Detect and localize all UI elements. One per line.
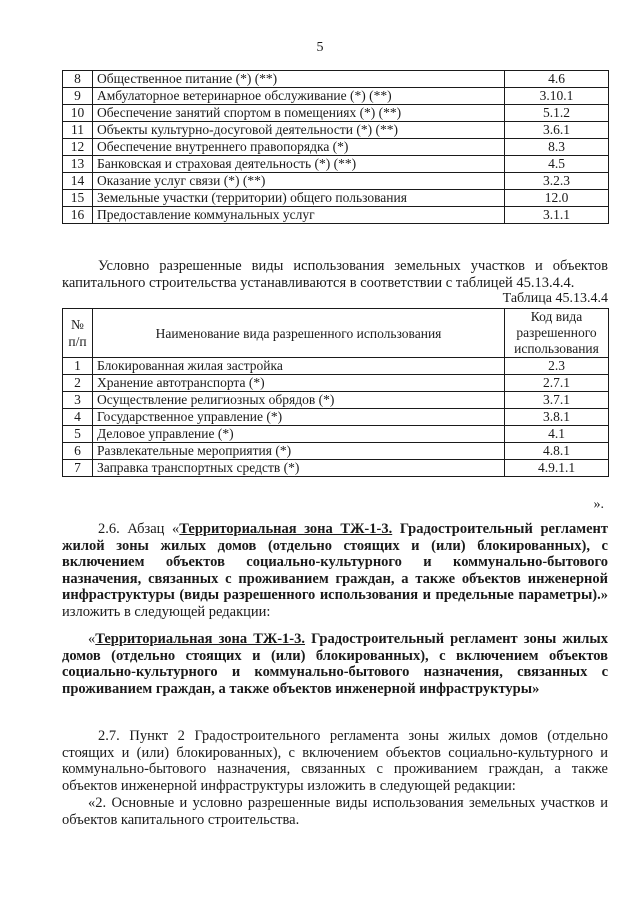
- row-name: Государственное управление (*): [93, 409, 505, 426]
- conditional-use-table: [62, 308, 609, 477]
- section-2-6-paragraph: [62, 521, 608, 620]
- row-number: 3: [63, 392, 93, 409]
- table-row: [63, 409, 609, 426]
- table-row: [63, 207, 609, 224]
- table-row: [63, 122, 609, 139]
- table-row: [63, 105, 609, 122]
- row-code: 2.7.1: [505, 375, 609, 392]
- row-code: 3.2.3: [505, 173, 609, 190]
- section-2-6-suffix: изложить в следующей редакции:: [62, 603, 271, 620]
- row-code: 4.6: [505, 71, 609, 88]
- row-name: Амбулаторное ветеринарное обслуживание (*) (**): [93, 88, 505, 105]
- row-number: 12: [63, 139, 93, 156]
- header-code: Код вида разрешенного использования: [505, 309, 609, 358]
- row-code: 3.10.1: [505, 88, 609, 105]
- row-name: Банковская и страховая деятельность (*) (**): [93, 156, 505, 173]
- table-row: [63, 375, 609, 392]
- table-row: [63, 71, 609, 88]
- table-row: [63, 460, 609, 477]
- row-code: 4.1: [505, 426, 609, 443]
- section-2-7-paragraph: 2.7. Пункт 2 Градостроительного регламента зоны жилых домов (отдельно стоящих и (или) блокированных), с включением объектов социально-культурного и коммунально-бытового назначения, связанных с проживанием граждан, а также объектов инженерной инфраструктуры изложить в следующей редакции:: [62, 728, 608, 794]
- row-code: 5.1.2: [505, 105, 609, 122]
- section-2-6-new-bold: Градостроительный регламент зоны жилых домов (отдельно стоящих и (или) блокированных), с включением объектов социально-культурного и коммунально-бытового назначения, связанных с проживанием граждан, а также объектов инженерной инфраструктуры»: [62, 631, 608, 697]
- header-name: Наименование вида разрешенного использования: [93, 309, 505, 358]
- row-name: Оказание услуг связи (*) (**): [93, 173, 505, 190]
- row-code: 2.3: [505, 358, 609, 375]
- row-code: 4.5: [505, 156, 609, 173]
- section-2-6-zone: Территориальная зона ТЖ-1-3.: [179, 521, 393, 537]
- row-number: 5: [63, 426, 93, 443]
- table-row: [63, 426, 609, 443]
- row-number: 15: [63, 190, 93, 207]
- row-number: 10: [63, 105, 93, 122]
- row-code: 3.1.1: [505, 207, 609, 224]
- table-row: [63, 443, 609, 460]
- row-number: 13: [63, 156, 93, 173]
- closing-quote: ».: [593, 497, 604, 512]
- row-number: 7: [63, 460, 93, 477]
- row-code: 12.0: [505, 190, 609, 207]
- row-number: 4: [63, 409, 93, 426]
- table-row: [63, 190, 609, 207]
- row-number: 14: [63, 173, 93, 190]
- page-number: 5: [316, 40, 324, 55]
- table-header-row: [63, 309, 609, 358]
- row-name: Объекты культурно-досуговой деятельности (*) (**): [93, 122, 505, 139]
- row-number: 9: [63, 88, 93, 105]
- row-name: Деловое управление (*): [93, 426, 505, 443]
- row-code: 8.3: [505, 139, 609, 156]
- table-row: [63, 358, 609, 375]
- row-number: 8: [63, 71, 93, 88]
- row-name: Хранение автотранспорта (*): [93, 375, 505, 392]
- row-name: Обеспечение занятий спортом в помещениях (*) (**): [93, 105, 505, 122]
- row-name: Земельные участки (территории) общего пользования: [93, 190, 505, 207]
- section-2-6-bold: Градостроительный регламент жилой зоны жилых домов (отдельно стоящих и (или) блокированных), с включением объектов социально-культурного и коммунально-бытового назначения, связанных с проживанием граждан, а также объектов инженерной инфраструктуры (виды разрешенного использования и предельные параметры).»: [62, 521, 609, 603]
- row-name: Предоставление коммунальных услуг: [93, 207, 505, 224]
- row-number: 11: [63, 122, 93, 139]
- row-code: 3.7.1: [505, 392, 609, 409]
- row-code: 4.8.1: [505, 443, 609, 460]
- row-name: Осуществление религиозных обрядов (*): [93, 392, 505, 409]
- table-row: [63, 156, 609, 173]
- table-row: [63, 392, 609, 409]
- table-row: [63, 88, 609, 105]
- header-num: № п/п: [63, 309, 93, 358]
- section-2-6-new-prefix: «: [88, 631, 96, 647]
- section-2-6-prefix: 2.6. Абзац «: [98, 521, 180, 537]
- row-name: Развлекательные мероприятия (*): [93, 443, 505, 460]
- row-name: Заправка транспортных средств (*): [93, 460, 505, 477]
- row-code: 3.6.1: [505, 122, 609, 139]
- land-use-table-continued: [62, 70, 609, 224]
- table-row: [63, 173, 609, 190]
- row-name: Блокированная жилая застройка: [93, 358, 505, 375]
- row-number: 6: [63, 443, 93, 460]
- row-number: 1: [63, 358, 93, 375]
- section-2-6-new-zone: Территориальная зона ТЖ-1-3.: [95, 631, 306, 647]
- row-number: 2: [63, 375, 93, 392]
- row-code: 3.8.1: [505, 409, 609, 426]
- row-name: Обеспечение внутреннего правопорядка (*): [93, 139, 505, 156]
- row-number: 16: [63, 207, 93, 224]
- section-2-6-new-text: [62, 631, 608, 697]
- intro-paragraph: Условно разрешенные виды использования земельных участков и объектов капитального строительства устанавливаются в соответствии с таблицей 45.13.4.4.: [62, 258, 608, 291]
- section-2-7-quote: «2. Основные и условно разрешенные виды использования земельных участков и объектов капитального строительства.: [62, 795, 608, 828]
- table-row: [63, 139, 609, 156]
- table-caption: Таблица 45.13.4.4: [502, 291, 608, 306]
- row-name: Общественное питание (*) (**): [93, 71, 505, 88]
- row-code: 4.9.1.1: [505, 460, 609, 477]
